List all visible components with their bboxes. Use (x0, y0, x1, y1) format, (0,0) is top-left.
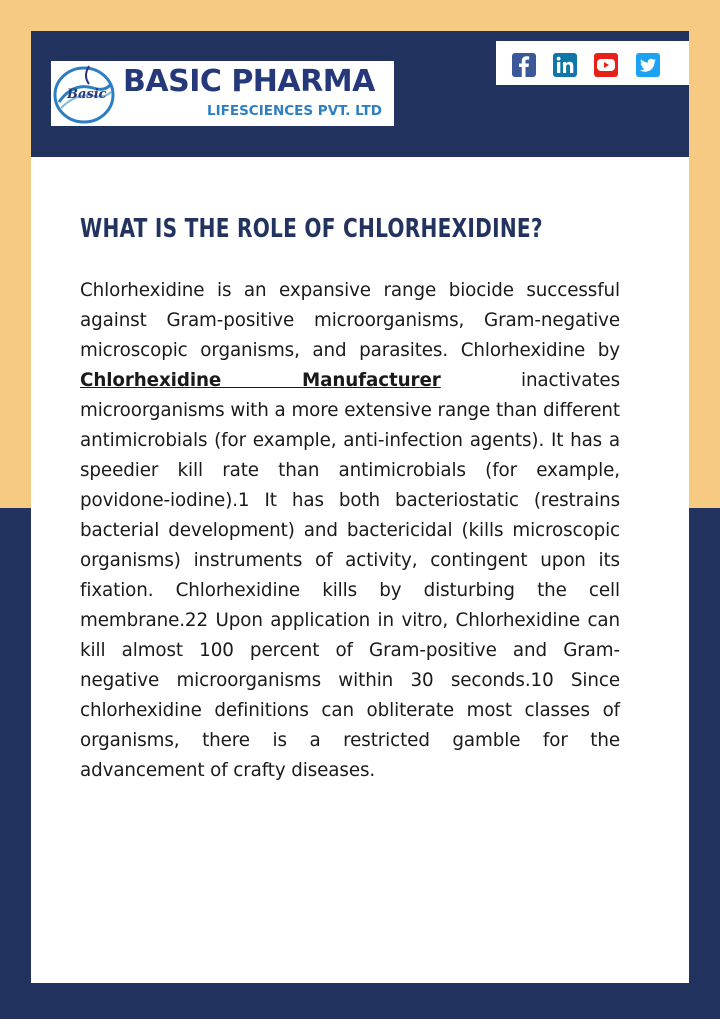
youtube-icon[interactable] (594, 53, 618, 77)
twitter-icon[interactable] (636, 53, 660, 77)
facebook-icon[interactable] (512, 53, 536, 77)
paragraph-text-end: inactivates microorganisms with a more extensive range than different antimicrobials (for example, anti-infection agents). It has a speedier kill rate than antimicrobials (for example, povidone-iodine).1 It has both bacteriostatic (restrains bacterial development) and bactericidal (kills microscopic organisms) instruments of activity, contingent upon its fixation. Chlorhexidine kills by disturbing the cell membrane.22 Upon application in vitro, Chlorhexidine can kill almost 100 percent of Gram-positive and Gram-negative microorganisms within 30 seconds.10 Since chlorhexidine definitions can obliterate most classes of organisms, there is a restricted gamble for the advancement of crafty diseases. (80, 370, 620, 781)
social-links (496, 41, 689, 85)
manufacturer-link[interactable]: Chlorhexidine Manufacturer (80, 370, 441, 391)
logo-mark-icon (53, 62, 116, 125)
paragraph-text-start: Chlorhexidine is an expansive range biocide successful against Gram-positive microorganisms, Gram-negative microscopic organisms, and parasites. Chlorhexidine by (80, 280, 620, 361)
page-title: WHAT IS THE ROLE OF CHLORHEXIDINE? (80, 214, 543, 244)
brand-name: BASIC PHARMA (123, 64, 375, 99)
article-paragraph (80, 276, 620, 786)
linkedin-icon[interactable] (553, 53, 577, 77)
company-logo[interactable] (51, 61, 394, 126)
logo-mark-text: Basic (67, 87, 107, 102)
brand-subtitle: LIFESCIENCES PVT. LTD (207, 103, 382, 119)
